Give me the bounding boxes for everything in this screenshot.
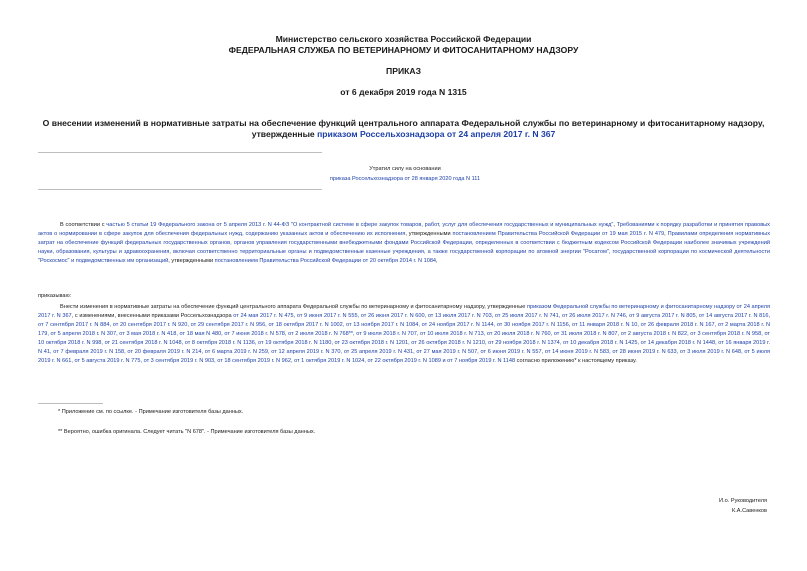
- document-date: от 6 декабря 2019 года N 1315: [340, 87, 467, 97]
- rules-link[interactable]: Правилами определения нормативных затрат на обеспечение функций федеральных государственных органов, органов управления государственными внебюджетными фондами Российской Федерации, определенных в соответствии с бюджетным кодексом Российской Федерации наиболее значимых учреждений науки, образования, культуры и здравоохранения, включая соответственно территориальные органы и подведомственные казенные учреждения, а также государственной корпорации по атомной энергии "Росатом", государственной корпорации по космической деятельности "Роскосмос" и подведомственных им организаций: [38, 231, 770, 264]
- divider-bottom: [38, 189, 322, 190]
- title-text: О внесении изменений в нормативные затраты на обеспечение функций центрального аппарата Федеральной службы по ветеринарному и фитосанитарному надзору, утвержденные: [42, 118, 765, 139]
- amending-orders-link[interactable]: от 24 мая 2017 г. N 475, от 9 июня 2017 г. N 555, от 26 июня 2017 г. N 600, от 13 июля 2017 г. N 703, от 25 июля 2017 г. N 741, от 26 июля 2017 г. N 746, от 9 августа 2017 г. N 805, от 14 августа 2017 г. N 816, от 7 сентября 2017 г. N 884, от 20 сентября 2017 г. N 920, от 29 сентября 2017 г. N 956, от 18 октября 2017 г. N 1002, от 13 ноября 2017 г. N 1084, от 24 ноября 2017 г. N 1144, от 30 ноября 2017 г. N 1156, от 11 января 2018 г. N 10, от 26 февраля 2018 г. N 167, от 2 марта 2018 г. N 179, от 5 апреля 2018 г. N 307, от 3 мая 2018 г. N 418, от 18 мая N 480, от 7 июня 2018 г. N 578, от 2 июля 2018 г. N 768**, от 9 июля 2018 г. N 707, от 10 июля 2018 г. N 713, от 20 июля 2018 г. N 760, от 31 июля 2018 г. N 807, от 2 августа 2018 г. N 822, от 3 сентября 2018 г. N 958, от 10 октября 2018 г. N 998, от 21 сентября 2018 г. N 1048, от 8 октября 2018 г. N 1136, от 19 октября 2018 г. N 1180, от 23 октября 2018 г. N 1201, от 26 октября 2018 г. N 1210, от 29 ноября 2018 г. N 1374, от 10 декабря 2018 г. N 1425, от 14 декабря 2018 г. N 1448, от 16 января 2019 г. N 41, от 7 февраля 2019 г. N 158, от 20 февраля 2019 г. N 214, от 6 марта 2019 г. N 259, от 12 апреля 2019 г. N 370, от 25 апреля 2019 г. N 431, от 27 мая 2019 г. N 507, от 6 июня 2019 г. N 557, от 14 июня 2019 г. N 583, от 28 июня 2019 г. N 633, от 3 июля 2019 г. N 648, от 5 июля 2019 г. N 661, от 5 августа 2019 г. N 775, от 3 сентября 2019 г. N 903, от 18 сентября 2019 г. N 962, от 1 октября 2019 г. N 1024, от 22 октября 2019 г. N 1089 и от 7 ноября 2019 г. N 1148: [38, 313, 771, 364]
- resolution-1084-link[interactable]: постановлением Правительства Российской Федерации от 20 октября 2014 г. N 1084: [214, 258, 437, 264]
- p3-end: согласно приложению* к настоящему приказу.: [516, 358, 637, 364]
- order-word: приказываю:: [38, 293, 72, 299]
- requirements-link[interactable]: Требованиями к порядку разработки и принятия правовых актов о нормировании в сфере закупок для обеспечения федеральных нужд, содержанию указанных актов и обеспечению их исполнения: [38, 222, 770, 237]
- status-line: Утратил силу на основании: [369, 166, 441, 172]
- footnote-1: * Приложение см. по ссылке. - Примечание изготовителя базы данных.: [58, 409, 244, 415]
- resolution-479-link[interactable]: постановлением Правительства Российской Федерации от 19 мая 2015 г. N 479: [452, 231, 665, 237]
- p1-sep2: , утвержденными: [405, 231, 451, 237]
- p3-pre: Внести изменения в нормативные затраты на обеспечение функций центрального аппарата Федеральной службы по ветеринарному и фитосанитарному надзору, утвержденные: [60, 304, 526, 310]
- status-block: [200, 175, 610, 184]
- p1-sep4: , утвержденными: [168, 258, 214, 264]
- signer-name: К.А.Савенков: [731, 508, 767, 514]
- law-44fz-link[interactable]: частью 5 статьи 19 Федерального закона от 5 апреля 2013 г. N 44-ФЗ "О контрактной системе в сфере закупок товаров, работ, услуг для обеспечения государственных и муниципальных нужд": [106, 222, 614, 228]
- p3-mid: , с изменениями, внесенными приказами Россельхознадзора: [71, 313, 232, 319]
- document-type: ПРИКАЗ: [386, 66, 421, 76]
- signer-role: И.о. Руководителя: [719, 498, 767, 504]
- order-367-link[interactable]: приказом Федеральной службы по ветеринарному и фитосанитарному надзору от 24 апреля 2017 г. N 367: [38, 304, 770, 319]
- title-order-link[interactable]: приказом Россельхознадзора от 24 апреля 2017 г. N 367: [317, 129, 556, 139]
- repeal-order-link[interactable]: приказа Россельхознадзора от 28 января 2020 года N 111: [329, 176, 481, 182]
- preamble-paragraph: [38, 221, 770, 266]
- p1-pre: В соответствии с: [60, 222, 105, 228]
- footnote-divider: [38, 403, 103, 404]
- p1-sep3: ,: [664, 231, 666, 237]
- footnote-2: ** Вероятно, ошибка оригинала. Следует читать "N 678". - Примечание изготовителя базы данных.: [58, 429, 316, 435]
- divider-top: [38, 152, 322, 153]
- order-paragraph: [38, 303, 770, 366]
- ministry-name: Министерство сельского хозяйства Российской Федерации: [275, 34, 532, 44]
- p1-end: ,: [436, 258, 438, 264]
- p1-sep1: ,: [613, 222, 615, 228]
- service-name: ФЕДЕРАЛЬНАЯ СЛУЖБА ПО ВЕТЕРИНАРНОМУ И ФИТОСАНИТАРНОМУ НАДЗОРУ: [228, 45, 579, 55]
- document-title: [40, 118, 767, 140]
